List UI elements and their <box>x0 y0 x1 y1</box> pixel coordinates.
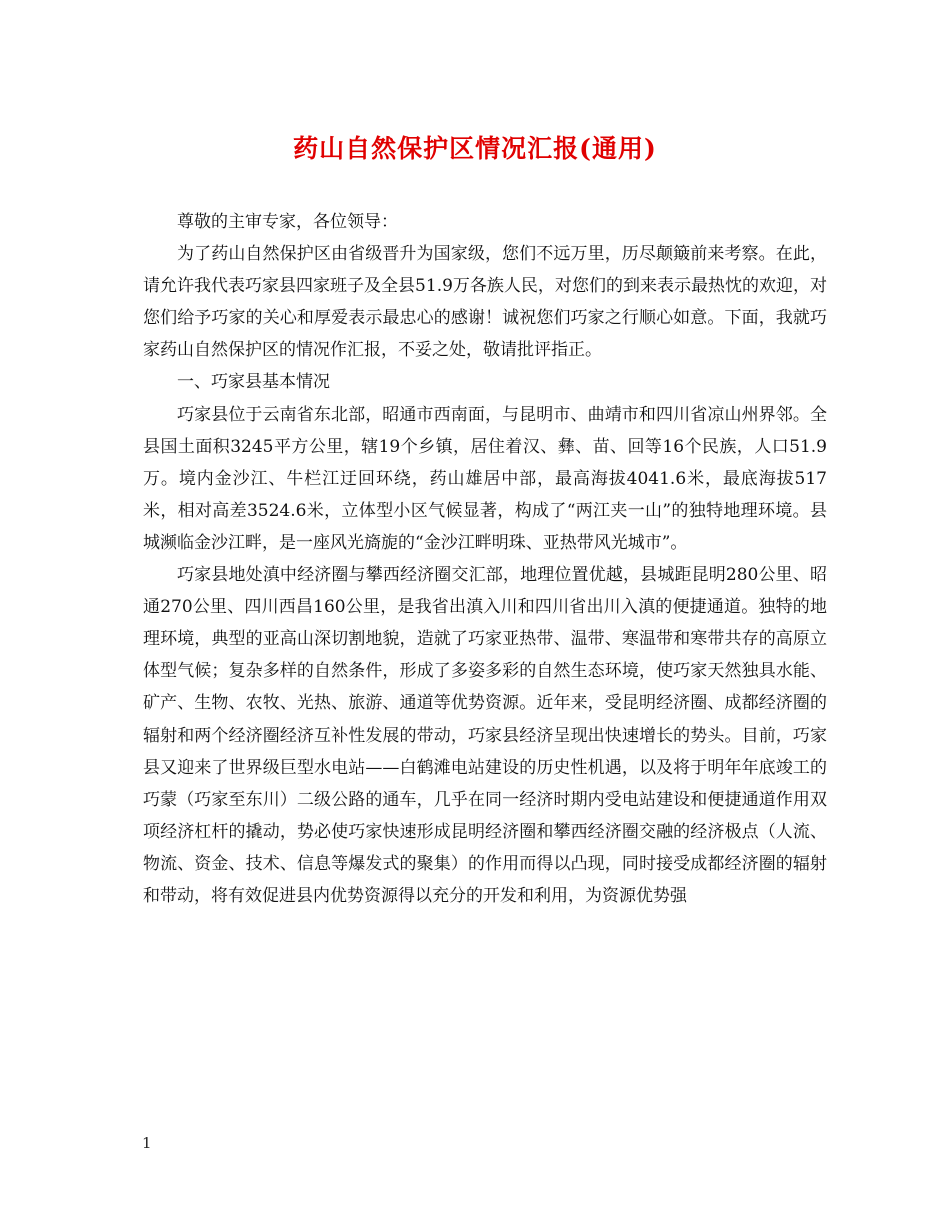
paragraph-county-location: 巧家县地处滇中经济圈与攀西经济圈交汇部，地理位置优越，县城距昆明280公里、昭通270公里、四川西昌160公里，是我省出滇入川和四川省出川入滇的便捷通道。独特的地理环境，典型的亚高山深切割地貌，造就了巧家亚热带、温带、寒温带和寒带共存的高原立体型气候；复杂多样的自然条件，形成了多姿多彩的自然生态环境，使巧家天然独具水能、矿产、生物、农牧、光热、旅游、通道等优势资源。近年来，受昆明经济圈、成都经济圈的辐射和两个经济圈经济互补性发展的带动，巧家县经济呈现出快速增长的势头。目前，巧家县又迎来了世界级巨型水电站——白鹤滩电站建设的历史性机遇，以及将于明年年底竣工的巧蒙（巧家至东川）二级公路的通车，几乎在同一经济时期内受电站建设和便捷通道作用双项经济杠杆的撬动，势必使巧家快速形成昆明经济圈和攀西经济圈交融的经济极点（人流、物流、资金、技术、信息等爆发式的聚集）的作用而得以凸现，同时接受成都经济圈的辐射和带动，将有效促进县内优势资源得以充分的开发和利用，为资源优势强 <box>143 565 827 906</box>
section-heading: 一、巧家县基本情况 <box>177 372 330 393</box>
paragraph-salutation: 尊敬的主审专家，各位领导： <box>177 212 398 232</box>
paragraph-welcome: 为了药山自然保护区由省级晋升为国家级，您们不远万里，历尽颠簸前来考察。在此，请允许我代表巧家县四家班子及全县51.9万各族人民，对您们的到来表示最热忱的欢迎，对您们给予巧家的关心和厚爱表示最忠心的感谢！诚祝您们巧家之行顺心如意。下面，我就巧家药山自然保护区的情况作汇报，不妥之处，敬请批评指正。 <box>143 244 827 361</box>
page-number: 1 <box>142 1134 152 1152</box>
document-title: 药山自然保护区情况汇报(通用) <box>293 134 657 163</box>
document-body <box>143 206 827 912</box>
paragraph-county-overview: 巧家县位于云南省东北部，昭通市西南面，与昆明市、曲靖市和四川省凉山州界邻。全县国土面积3245平方公里，辖19个乡镇，居住着汉、彝、苗、回等16个民族，人口51.9万。境内金沙江、牛栏江迂回环绕，药山雄居中部，最高海拔4041.6米，最底海拔517米，相对高差3524.6米，立体型小区气候显著，构成了“两江夹一山”的独特地理环境。县城濒临金沙江畔，是一座风光旖旎的“金沙江畔明珠、亚热带风光城市”。 <box>143 404 827 553</box>
